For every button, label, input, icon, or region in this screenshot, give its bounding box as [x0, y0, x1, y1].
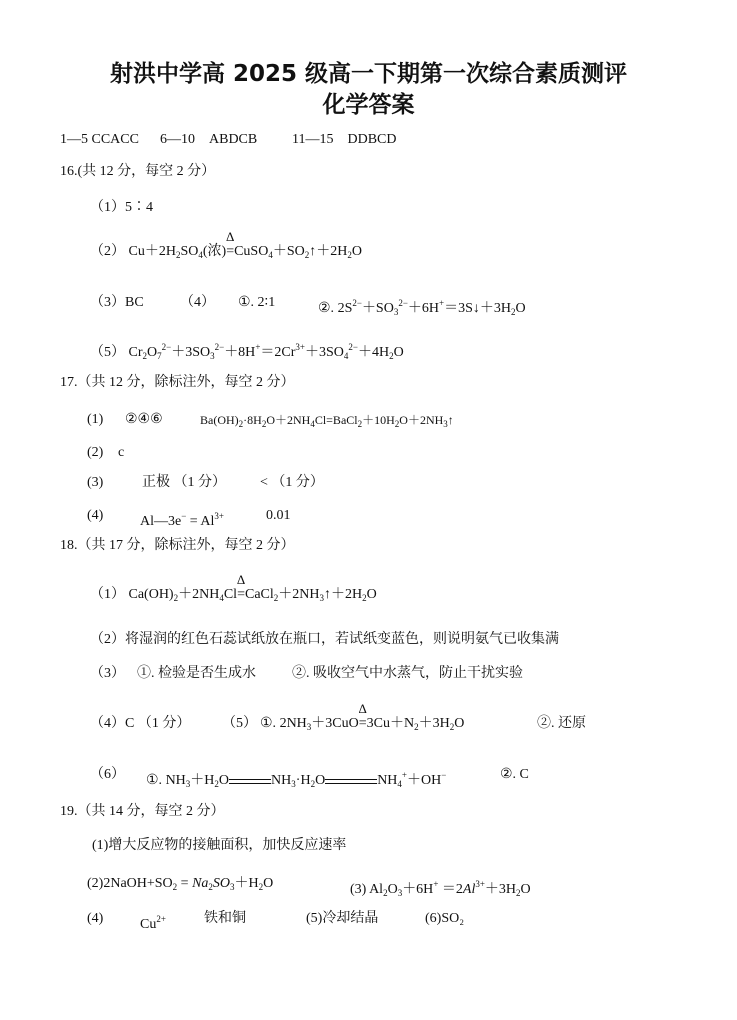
q17-answer-4-value: 0.01 [266, 508, 291, 523]
q17-answer-3-part1: 正极 （1 分） [142, 475, 226, 490]
q17-equation-1: $Ba(OH)_2\cdot 8H_2O+2NH_4Cl=BaCl_2+10H_2O+2NH_3↑$ [200, 413, 454, 429]
q18-answer-3-part2: ②. 吸收空气中水蒸气，防止干扰实验 [292, 666, 523, 681]
page-title: 射洪中学高 2025 级高一下期第一次综合素质测评 [109, 61, 628, 87]
q17-equation-4: Al—3e− = $Al^{3+}$ [140, 511, 224, 529]
choice-group-1: 1—5 CCACC [60, 132, 139, 147]
q18-equation-5: $2NH_3+3CuO\Delta =3Cu+N_2+3H_2O$ [280, 716, 465, 731]
q19-answer-5: (5)冷却结晶 [306, 911, 379, 926]
q19-answer-4-part2: 铁和铜 [204, 911, 246, 926]
q18-equation-1: $Ca(OH)_2+2NH_4Cl\Delta$ $=CaCl_2+2NH_3↑+2H_2O$ [129, 587, 377, 602]
q17-answer-3-label: (3) [87, 475, 104, 490]
q17-answer-4-label: (4) [87, 508, 104, 523]
q16-equation-4: $2S^{2-}+SO_3^{2-}+6H^+=3S↓+3H_2O$ [337, 298, 526, 317]
q18-heading: 18.（共 17 分，除标注外，每空 2 分） [60, 538, 295, 553]
q19-answer-3 [350, 875, 531, 902]
q18-answer-5-part2: ②. 还原 [537, 716, 586, 731]
q16-answer-3: （3）BC [90, 295, 144, 310]
q18-answer-3-part1: ①. 检验是否生成水 [137, 666, 256, 681]
q19-equation-2: $2NaOH+SO_2 = Na_2SO_3+H_2O$ [103, 876, 274, 892]
q16-answer-4-label: （4） [180, 295, 215, 310]
q17-heading: 17.（共 12 分，除标注外，每空 2 分） [60, 375, 295, 390]
q16-answer-4-part2-label: ②. [318, 301, 335, 316]
q19-answer-6: (6)SO₂ [425, 911, 465, 926]
q18-equation-6: $NH_3+H_2O$ $NH_3\cdot H_2O$ $NH_4^++OH^-$ [165, 770, 447, 789]
q17-answer-2: c [118, 445, 125, 460]
q19-answer-4-ion: $Cu^{2+}$ [140, 914, 166, 932]
reversible-arrow-icon [325, 776, 377, 786]
q19-answer-1: (1)增大反应物的接触面积，加快反应速率 [92, 838, 347, 853]
q16-answer-2-label: （2） [90, 244, 125, 259]
q18-answer-1-label: （1） [90, 587, 125, 602]
q16-equation-5: $Cr_2O_7^{2-}+3SO_3^{2-}+8H^+=2Cr^{3+}+3SO_4^{2-}+4H_2O$ [128, 342, 404, 361]
q18-answer-6-label: （6） [90, 767, 125, 782]
q18-answer-5-part1-label: ①. [260, 716, 277, 731]
q18-answer-6-part2: ②. C [500, 767, 529, 782]
q19-answer-2 [87, 875, 273, 896]
choice-group-2: 6—10 ABDCB [160, 132, 258, 147]
q19-answer-4-ion-text: Cu [140, 917, 157, 932]
choice-group-3: 11—15 DDBCD [292, 132, 397, 147]
q17-answer-2-label: (2) [87, 445, 104, 460]
q16-heading: 16.(共 12 分，每空 2 分） [60, 164, 216, 179]
q18-answer-6-part1-label: ①. [146, 773, 163, 788]
q17-answer-3-part2: < （1 分） [260, 475, 324, 490]
q18-answer-5-part1 [260, 715, 464, 736]
reversible-arrow-icon [229, 776, 271, 786]
q18-answer-3-label: （3） [90, 666, 125, 681]
q17-answer-1-choice: ②④⑥ [125, 412, 163, 427]
q19-answer-3-label: (3) [350, 882, 367, 897]
q16-answer-1: （1）5∶4 [90, 200, 153, 215]
q18-answer-4: （4）C （1 分） [90, 716, 191, 731]
q16-equation-2: $Cu+2H_2SO_4$(浓)$\Delta =CuSO_4+SO_2↑+2H_2O$ [129, 244, 362, 259]
q18-answer-1 [90, 586, 377, 607]
q16-answer-5 [90, 338, 404, 365]
q16-answer-2 [90, 243, 362, 264]
q19-answer-4-label: (4) [87, 911, 104, 926]
q18-answer-2: （2）将湿润的红色石蕊试纸放在瓶口，若试纸变蓝色，则说明氨气已收集满 [90, 632, 559, 647]
q16-answer-4-part1: ①. 2∶1 [238, 295, 276, 310]
q18-answer-6-part1 [146, 766, 446, 793]
page-subtitle: 化学答案 [322, 92, 415, 118]
q18-answer-5-label: （5） [222, 716, 257, 731]
q16-answer-5-label: （5） [90, 345, 125, 360]
q16-answer-4-part2 [318, 294, 526, 321]
q19-answer-2-label: (2) [87, 876, 104, 891]
q19-equation-3: $Al_2O_3+6H^+ =2Al^{3+}+3H_2O$ [369, 879, 531, 898]
q19-heading: 19.（共 14 分，每空 2 分） [60, 804, 225, 819]
q17-answer-1-label: (1) [87, 412, 104, 427]
